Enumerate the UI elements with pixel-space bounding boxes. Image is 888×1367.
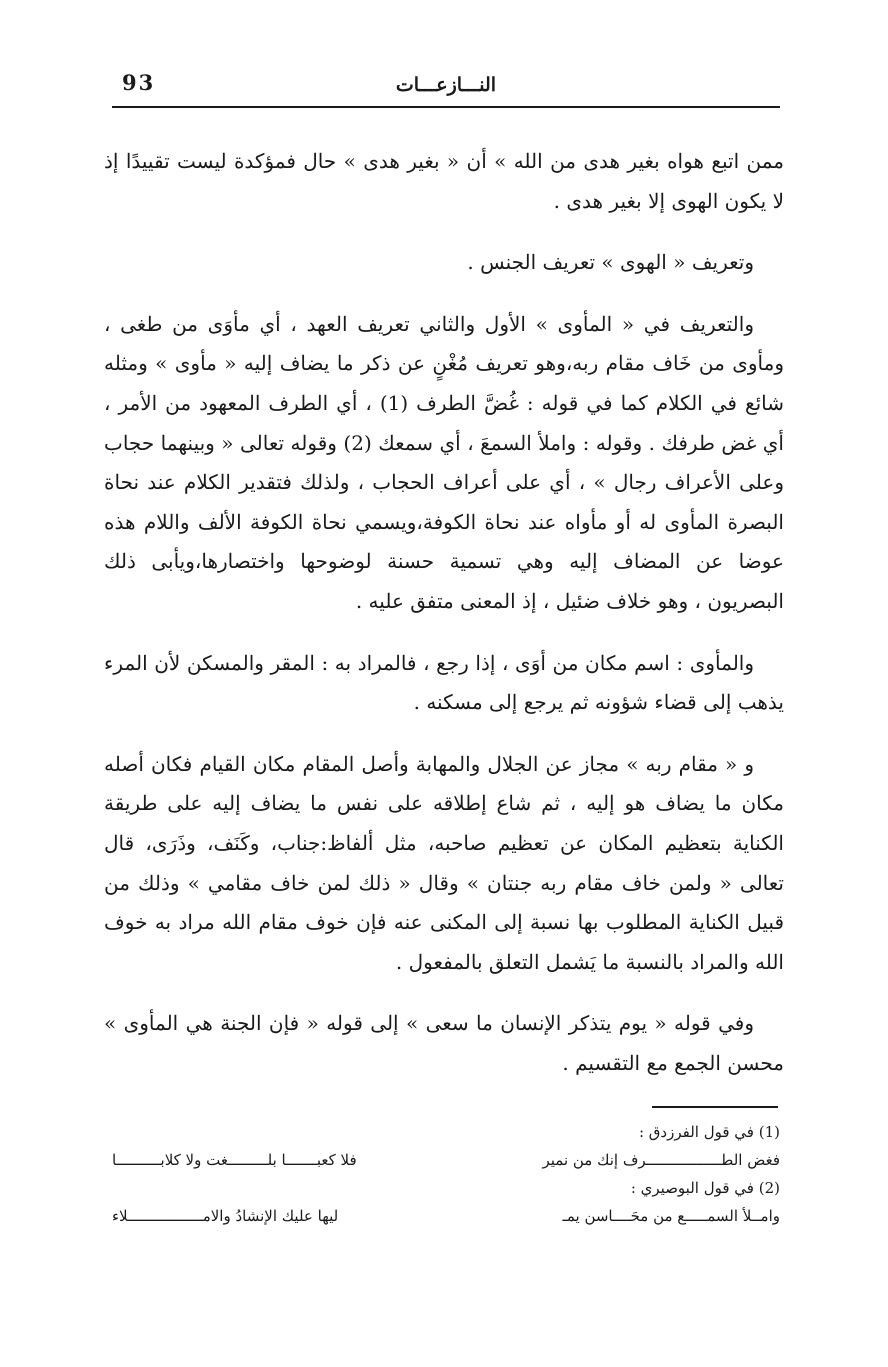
paragraph: وفي قوله « يوم يتذكر الإنسان ما سعى » إلى قوله « فإن الجنة هي المأوى » محسن الجمع مع التقسيم . <box>104 1011 784 1075</box>
footnote-1-verse <box>112 1146 780 1174</box>
verse-hemistich-first: وامــلأ السمـــــع من محَــــاسن يمـ <box>562 1207 780 1225</box>
footnotes <box>112 1118 780 1230</box>
paragraph: وتعريف « الهوى » تعريف الجنس . <box>467 250 754 275</box>
verse-hemistich-second: فلا كعبـــــــا بلـــــــــغت ولا كلابــــــــــا <box>112 1151 357 1169</box>
footnote-2-intro: (2) في قول البوصيري : <box>630 1179 780 1197</box>
footnote-1-intro: (1) في قول الفرزدق : <box>638 1123 780 1141</box>
paragraph: و « مقام ربه » مجاز عن الجلال والمهابة وأصل المقام مكان القيام فكان أصله مكان ما يضاف هو إليه ، ثم شاع إطلاقه على نفس ما يضاف إليه على طريقة الكناية بتعظيم المكان عن تعظيم صاحبه، مثل ألفاظ:جناب، وكَنَف، وذَرَى، قال تعالى « ولمن خاف مقام ربه جنتان » وقال « ذلك لمن خاف مقامي » وذلك من قبيل الكناية المطلوب بها نسبة إلى المكنى عنه فإن خوف مقام الله مراد به خوف الله والمراد بالنسبة ما يَشمل التعلق بالمفعول . <box>104 751 784 974</box>
paragraph: ممن اتبع هواه بغير هدى من الله » أن « بغير هدى » حال فمؤكدة ليست تقييدًا إذ لا يكون الهوى إلا بغير هدى . <box>104 149 784 213</box>
footnote-2-verse <box>112 1202 780 1230</box>
paragraph: والتعريف في « المأوى » الأول والثاني تعريف العهد ، أي مأوَى من طغى ، ومأوى من خَاف مقام ربه،وهو تعريف مُغْنٍ عن ذكر ما يضاف إليه « مأوى » ومثله شائع في الكلام كما في قوله : غُضَّ الطرف (1) ، أي الطرف المعهود من الأمر ، أي غض طرفك . وقوله : واملأ السمعَ ، أي سمعك (2) وقوله تعالى « وبينهما حجاب وعلى الأعراف رجال » ، أي على أعراف الحجاب ، ولذلك فتقدير الكلام عند نحاة البصرة المأوى له أو مأواه عند نحاة الكوفة،ويسمي نحاة الكوفة الألف واللام هذه عوضا عن المضاف إليه وهي تسمية حسنة لوضوحها واختصارها،ويأبى ذلك البصريون ، وهو خلاف ضئيل ، إذ المعنى متفق عليه . <box>104 311 785 613</box>
paragraph: والمأوى : اسم مكان من أوَى ، إذا رجع ، فالمراد به : المقر والمسكن لأن المرء يذهب إلى قضاء شؤونه ثم يرجع إلى مسكنه . <box>104 650 784 715</box>
verse-hemistich-second: ليها عليك الإنشادُ والامـــــــــــــــــلاء <box>112 1207 339 1225</box>
header-rule <box>112 106 780 108</box>
page-number: 93 <box>122 70 156 95</box>
page-header <box>112 68 780 104</box>
footnote-rule <box>652 1106 778 1108</box>
running-title: النـــازعـــات <box>395 74 497 96</box>
main-text <box>104 142 784 1105</box>
verse-hemistich-first: فغض الطـــــــــــــــــرف إنك من نمير <box>542 1151 780 1169</box>
